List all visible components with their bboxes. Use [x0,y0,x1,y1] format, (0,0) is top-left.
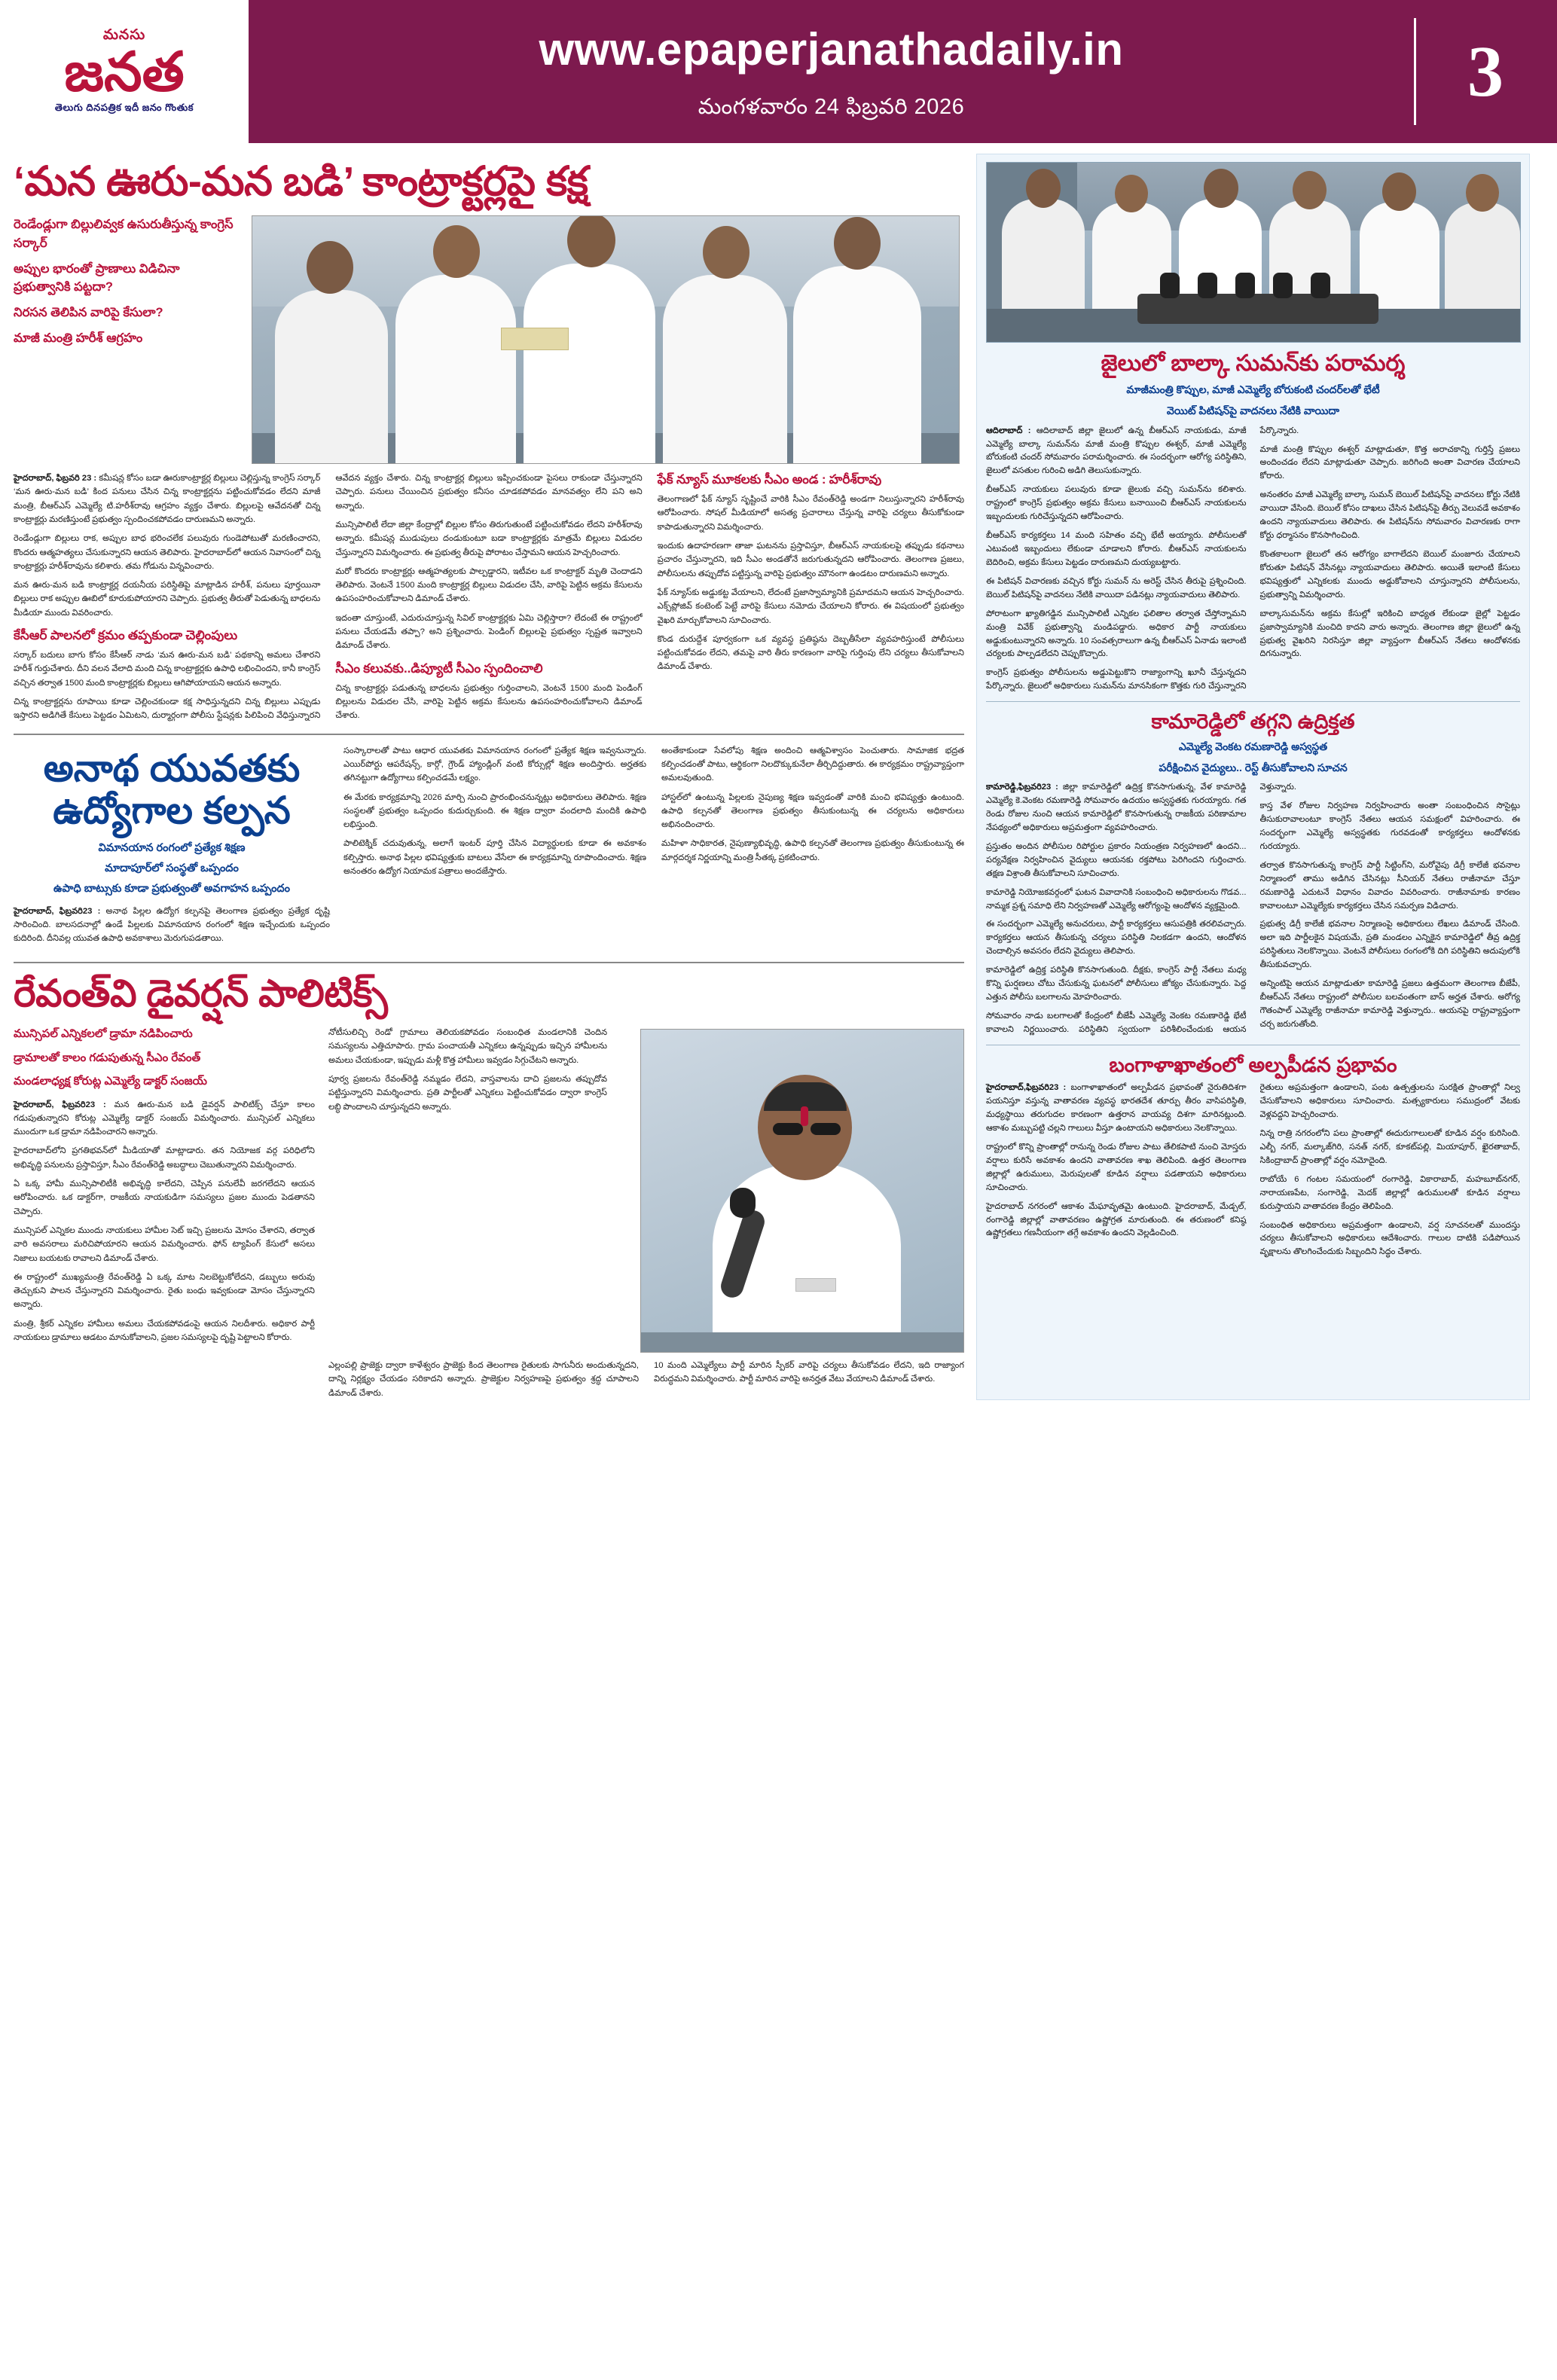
logo-top-text: మనసు [102,27,146,44]
right-column [976,154,1530,1400]
story1-minihead-1: కేసీఆర్ పాలనలో క్రమం తప్పకుండా చెల్లింపులు [14,628,238,643]
story3-para-5: ఈ రాష్ట్రంలో ముఖ్యమంత్రి రేవంత్‌రెడ్డి ఏ ఒక్క మాట నిలబెట్టుకోలేదని, డబ్బులు అరువు తెచ్చుకుని పాలన చేస్తున్నారని విమర్శించారు. రైతు బంధు ఇవ్వకుండా మోసం చేస్తున్నారని అన్నారు. [14,1272,315,1310]
story3-para-6: మంత్రి, శ్రీకర్ ఎన్నికల హామీలు అమలు చేయకపోవడంపై ఆయన నిలదీశారు. అధికార పార్టీ నాయకులు డ్రామాలు ఆడటం మానుకోవాలని, ప్రజల సమస్యలపై దృష్టి పెట్టాలని కోరారు. [14,1319,315,1343]
right-story2-para-5: కామారెడ్డిలో ఉద్రిక్త పరిస్థితి కొనసాగుతుంది. దీక్షకు, కాంగ్రెస్ పార్టీ నేతలు మధ్య కొన్ని ఘర్షణలు చోటు చేసుకున్న ఘటనలో పోలీసులు జోక్యం చేసుకున్నారు. పెద్ద ఎత్తున పోలీసు బలగాలను మోహరించారు. [986,966,1247,1002]
left-column [14,154,964,1400]
story1-para-6: మున్సిపాలిటీ లేదా జిల్లా కేంద్రాల్లో బిల్లుల కోసం తిరుగుతుంటే పట్టించుకోవడం లేదని హరీశ్‌రావు అన్నారు. కమీషన్ల ముడుపులు దండుకుంటూ బడా కాంట్రాక్టర్లకు మాత్రమే బిల్లులు విడుదల చేస్తున్నారని విమర్శించారు. ఈ ప్రభుత్వ తీరుపై పోరాటం చేస్తామని ఆయన హెచ్చరించారు. [335,520,643,557]
story1-minihead-3: ఫేక్ న్యూస్ మూకలకు సీఎం అండ : హరీశ్‌రావు [657,472,882,487]
story3-para-10: 10 మంది ఎమ్మెల్యేలు పార్టీ మారిన స్పీకర్ వారిపై చర్యలు తీసుకోవడం లేదని, ఇది రాజ్యాంగ విరుద్ధమని విమర్శించారు. పార్టీ మారిన వారిపై అనర్హత వేటు వేయాలని డిమాండ్ చేశారు. [654,1361,964,1384]
story1-col3-para-3: తెలంగాణలో ఫేక్ న్యూస్ సృష్టించే వారికి సీఎం రేవంత్‌రెడ్డి అండగా నిలుస్తున్నారని హరీశ్‌రావు ఆరోపించారు. సోషల్ మీడియాలో అసత్య ప్రచారాలు చేస్తున్న వారిపై చర్యలు తీసుకోకుండా కాపాడుతున్నారని విమర్శించారు. [657,495,964,532]
right-story3-para-1: బంగాళాఖాతంలో అల్పపీడన ప్రభావంతో నైరుతిదిశగా పయనిస్తూ వస్తున్న వాతావరణ వ్యవస్థ భారతదేశ తూర్పు తీరం వాసిపరిస్థితి, మధ్యస్థాయి తరుగుదల కారణంగా ఉత్తరాన వాయవ్య దిశగా మారినట్లుంది. ఆకాశం మబ్బుపట్టి చల్లని గాలులు వీస్తూ ఉంటాయని అధికారులు నెలకొన్నాయి. [986,1083,1247,1133]
article-bangalakhatamlo-alpapeedanam [986,1053,1520,1259]
story3-body-col1 [14,1098,315,1345]
story1-para-2: రెండేండ్లుగా బిల్లులు రాక, అప్పుల బాధ భరించలేక పలువురు గుండెపోటుతో మరణించారని, కొందరు ఆత్మహత్యలు చేసుకున్నారని ఆయన తెలిపారు. హైదరాబాద్‌లో ఆయన నివాసంలో చిన్న కాంట్రాక్టర్లు హరీశ్‌రావును కలిశారు. తమ గోడును విన్నవించారు. [14,534,321,571]
story1-para-7: మరో కొందరు కాంట్రాక్టర్లు ఆత్మహత్యలకు పాల్పడ్డారని, ఇటీవల ఒక కాంట్రాక్టర్ మృతి చెందాడని తెలిపారు. వెంటనే 1500 మంది కాంట్రాక్టర్ల బిల్లులు విడుదల చేసి, వారిపై పెట్టిన అక్రమ కేసులను ఉపసంహరించుకోవాలని డిమాండ్ చేశారు. [335,566,643,604]
right-story2-para-8: తర్వాత కొనసాగుతున్న కాంగ్రెస్ పార్టీ సిట్టింగ్‌ని, మరోవైపు డిగ్రీ కాలేజీ భవనాల నిర్మాణంలో తాము అడిగిన చేసినట్లు సీనియర్ నేతలు రాజీనామా చేస్తూ రమణారెడ్డి ఎదుటనే విధానం వివాదం వివరించారు. రాజీనామాకు కారణం కావాలంటూ ఎమ్మెల్యేకు కార్యకర్తలు చేసిన సమర్పణ విడిచారు. [1259,860,1520,911]
story1-para-4: సర్కార్ బదులు బాగు కోసం కేసీఆర్ నాడు ‘మన ఊరు-మన బడి’ పథకాన్ని అమలు చేశారని హరీశ్ గుర్తుచేశారు. దీని వలన వేలాది మంది చిన్న కాంట్రాక్టర్లకు ఉపాధి లభించిందని, కానీ కాంగ్రెస్ వచ్చిన తర్వాత 1500 మంది కాంట్రాక్టర్లకు బిల్లులు ఆగిపోయాయని ఆయన అన్నారు. [14,651,321,688]
story1-body [14,471,964,723]
right-story2-para-1: జిల్లా కామారెడ్డిలో ఉద్రిక్త కొనసాగుతున్న, వేళ కామారెడ్డి ఎమ్మెల్యే కె.వెంకట రమణారెడ్డి సోమవారం ఉదయం అస్వస్థతకు గురయ్యారు. గత రెండు రోజుల నుంచి ఆయన కామారెడ్డిలో కొనసాగుతున్న రాజకీయ పరిణామాల నేపథ్యంలో అధికారులు అప్రమత్తంగా వ్యవహరించారు. [986,783,1247,832]
story3-para-7: నోటీసులిచ్చి రెండో గ్రామాలు తెలియకపోవడం సంబంధిత మండలానికి చెందిన సమస్యలను ఎత్తిచూపారు. గ్రామ పంచాయతీ ఎన్నికలు ఉన్నప్పుడు ఇచ్చిన హామీలను అమలు చేయకుండా, ఇప్పుడు మళ్లీ కొత్త హామీలు ఇవ్వడం సిగ్గుచేటని అన్నారు. [328,1028,607,1065]
right-story1-body [986,425,1520,694]
story1-para-1: కమీషన్ల కోసం బడా ఊరుకాంట్రాక్టర్ల బిల్లులు చెల్లిస్తున్న కాంగ్రెస్ సర్కార్ ‘మన ఊరు-మన బడి’ కింద పనులు చేసిన చిన్న కాంట్రాక్టర్లను పట్టించుకోవడం లేదని మాజీ మంత్రి, బీఆర్‌ఎస్ ఎమ్మెల్యే టి.హరీశ్‌రావు ఆగ్రహం వ్యక్తం చేశారు. బిల్లులపై ఆవేదనతో చిన్న కాంట్రాక్టర్లు మరణిస్తుంటే ప్రభుత్వం స్పందించకపోవడం దారుణమని అన్నారు. [14,474,321,524]
newspaper-logo [0,0,249,143]
right-story1-headline: జైలులో బాల్కా సుమన్‌కు పరామర్శ [1101,351,1406,376]
story3-para-4: మున్సిపల్ ఎన్నికల ముందు నాయకులు హామీల సెట్ ఇచ్చి ప్రజలను మోసం చేశారని, తర్వాత వారి అవసరాలు మరిచిపోయారని ఆయన విమర్శించారు. ఫోన్ ట్యాపింగ్ కేసులో అసలు నిజాలు బయటకు రావాలని డిమాండ్ చేశారు. [14,1225,315,1263]
story3-para-3: ఏ ఒక్క హామీ మున్సిపాలిటీకి అభివృద్ధి కాలేదని, చెప్పిన పనులేవీ జరగలేదని ఆయన ఆరోపించారు. ఒక డాక్టర్‌గా, రాజకీయ నాయకుడిగా సమస్యలు ప్రజల ముందు పెడతానని చెప్పారు. [14,1179,315,1216]
story3-subhead-3: మండలాధ్యక్ష కోరుట్ల ఎమ్మెల్యే డాక్టర్ సంజయ్ [14,1075,207,1088]
right-story1-dateline: ఆదిలాబాద్ : [986,426,1031,435]
right-story1-para-4: ఈ పిటిషన్ విచారణకు వచ్చిన కోర్టు సుమన్ ను అరెస్ట్ చేసిన తీరుపై ప్రశ్నించింది. బెయిల్ పిటిషన్‌పై వాదనలు నేటికి వాయిదా పడినట్లు న్యాయవాదులు తెలిపారు. [986,576,1247,600]
story2-subhead-2: మాదాపూర్‌లో సంస్థతో ఒప్పందం [105,862,239,874]
story1-para-3: మన ఊరు-మన బడి కాంట్రాక్టర్ల దయనీయ పరిస్థితిపై మాట్లాడిన హరీశ్, పనులు పూర్తయినా బిల్లులు రాక అప్పుల ఊబిలో కూరుకుపోయారని చెప్పారు. ప్రభుత్వ తీరుతో పెడుతున్న బాధలను మీడియా ముందు వివరించారు. [14,581,321,618]
right-story1-photo [986,162,1521,343]
logo-sub-text: తెలుగు దినపత్రిక ఇదీ జనం గొంతుక [54,101,194,113]
story2-headline: అనాథ యువతకు ఉద్యోగాల కల్పన [43,746,301,831]
story1-subhead-1: రెండేండ్లుగా బిల్లులివ్వక ఉసురుతీస్తున్న కాంగ్రెస్ సర్కార్ [14,218,234,250]
page-body [0,143,1557,1400]
right-story3-headline: బంగాళాఖాతంలో అల్పపీడన ప్రభావం [1109,1053,1397,1076]
story3-subhead-2: డ్రామాలతో కాలం గడుపుతున్న సీఎం రేవంత్ [14,1051,201,1064]
right-story1-para-1: ఆదిలాబాద్ జిల్లా జైలులో ఉన్న బీఆర్‌ఎస్ నాయకుడు, మాజీ ఎమ్మెల్యే బాల్కా సుమన్‌ను మాజీ మంత్రి కొప్పుల ఈశ్వర్, మాజీ ఎమ్మెల్యే బోరుకంటి చందర్ సోమవారం పరామర్శించారు. ఈ సందర్భంగా ఆరోగ్య పరిస్థితిని, జైలులో వసతుల గురించి అడిగి తెలుసుకున్నారు. [986,426,1247,476]
right-story1-para-6: కాంగ్రెస్ ప్రభుత్వం పోలీసులను అడ్డుపెట్టుకొని రాజ్యాంగాన్ని ఖూనీ చేస్తున్నదని పేర్కొన్నారు. జైలులో అధికారులు సుమన్‌ను మానసికంగా కొత్తకు గురి చేస్తున్నారని పేర్కొన్నారు. [986,426,1299,691]
right-story3-para-3: హైదరాబాద్ నగరంలో ఆకాశం మేఘావృతమై ఉంటుంది. హైదరాబాద్, మేడ్చల్, రంగారెడ్డి జిల్లాల్లో వాతావరణం ఉష్ణోగ్రత మారుతుంది. ఈ తరుణంలో కనిష్ఠ ఉష్ణోగ్రతలు గణనీయంగా తగ్గే అవకాశం ఉందని వెల్లడించింది. [986,1201,1247,1238]
right-story2-body [986,781,1520,1037]
story3-para-8: పూర్వ ప్రజలను రేవంత్‌రెడ్డి నమ్మడం లేదని, వాస్తవాలను దాచి ప్రజలను తప్పుదోవ పట్టిస్తున్నారని విమర్శించారు. ప్రతి పార్టీలతో ఎన్నికలు పెట్టించుకోవడం ద్వారా కాంగ్రెస్ లబ్ధి పొందాలని చూస్తున్నదని అన్నారు. [328,1074,607,1112]
masthead-center [249,19,1414,125]
story1-top [14,215,964,464]
story3-para-1: మన ఊరు-మన బడి డైవర్షన్ పాలిటిక్స్ చేస్తూ కాలం గడుపుతున్నారని కోరుట్ల ఎమ్మెల్యే డాక్టర్ సంజయ్ విమర్శించారు. మున్సిపల్ ఎన్నికలు ముందుగా ఒక డ్రామా నడిపించారని అన్నారు. [14,1100,315,1137]
story1-col3-para-6: కొండ దురుద్దేశ పూర్వకంగా ఒక వ్యవస్థ ప్రతిష్ఠను దెబ్బతీసేలా వ్యవహరిస్తుంటే పోలీసులు పట్టించుకోవడం లేదని, తమపై వారి తీరు కారణంగా వారిపై గుర్తింపు లేని చర్యలు తీసుకోవాలని డిమాండ్ చేశారు. [657,634,964,672]
story3-body-col3 [328,1359,964,1400]
story2-body-rest [343,744,964,951]
right-divider-1 [986,701,1520,702]
right-story3-dateline: హైదరాబాద్,ఫిబ్రవరి23 : [986,1083,1067,1093]
story2-subhead-3: ఉపాధి బాట్సుకు కూడా ప్రభుత్వంతో అవగాహన ఒప్పందం [53,882,291,895]
right-story3-para-4: రైతులు అప్రమత్తంగా ఉండాలని, పంట ఉత్పత్తులను సురక్షిత ప్రాంతాల్లో నిల్వ చేసుకోవాలని అధికారులు సూచించారు. మత్స్యకారులు సముద్రంలో వేటకు వెళ్లవద్దని హెచ్చరించారు. [1259,1083,1520,1120]
right-story1-para-7: మాజీ మంత్రి కొప్పుల ఈశ్వర్ మాట్లాడుతూ, కొత్త అరాచకాన్ని గుర్తిస్తే ప్రజలు అందించడం లేదని మాట్లాడుతూ చెప్పారు. జరిగింది అంతా విచారణ చేయాలని కోరారు. [1259,444,1520,481]
right-story1-para-2: బీఆర్‌ఎస్ నాయకులు పలువురు కూడా జైలుకు వచ్చి సుమన్‌ను కలిశారు. రాష్ట్రంలో కాంగ్రెస్ ప్రభుత్వం అక్రమ కేసులు బనాయించి బీఆర్‌ఎస్ నాయకులను ఇబ్బందులకు గురిచేస్తున్నదని ఆరోపించారు. [986,485,1247,522]
story3-photo [640,1029,964,1353]
right-story2-para-6: సోమవారం నాడు బలగాలతో కేంద్రంలో బీజేపీ ఎమ్మెల్యే వెంకట రమణారెడ్డి భేటీ కావాలని నిర్ణయించారు. పరిస్థితిని స్వయంగా పరిశీలించేందుకు ఆయన వెళ్తున్నారు. [986,783,1296,1034]
right-story3-para-6: రాబోయే 6 గంటల సమయంలో రంగారెడ్డి, వికారాబాద్, మహబూబ్‌నగర్, నారాయణపేట, సంగారెడ్డి, మెదక్ జిల్లాల్లో ఉరుములతో కూడిన వర్షాలు కురుస్తాయని వాతావరణ కేంద్రం తెలిపింది. [1259,1174,1520,1211]
story1-dateline: హైదరాబాద్, ఫిబ్రవరి 23 : [14,474,97,484]
story2-para-3: ఈ మేరకు కార్యక్రమాన్ని 2026 మార్చి నుంచి ప్రారంభించనున్నట్లు అధికారులు తెలిపారు. శిక్షణ సంస్థలతో ప్రభుత్వం ఒప్పందం కుదుర్చుకుంది. ఈ శిక్షణ ద్వారా వందలాది మందికి ఉపాధి లభిస్తుంది. [343,792,646,830]
page-number-area [1414,0,1557,143]
story1-subhead-2: అప్పుల భారంతో ప్రాణాలు విడిచినా ప్రభుత్వానికి పట్టదా? [14,261,180,294]
story3-para-2: హైదరాబాద్‌లోని ప్రగతిభవన్‌లో మీడియాతో మాట్లాడారు. తన నియోజక వర్గ పరిధిలోని అభివృద్ధి పనులను ప్రస్తావిస్తూ, సీఎం రేవంత్‌రెడ్డి అబద్ధాలు చెబుతున్నారని విమర్శించారు. [14,1146,315,1170]
right-story1-para-3: బీఆర్‌ఎస్ కార్యకర్తలు 14 మంది సహితం వచ్చి భేటీ అయ్యారు. పోలీసులతో ఎటువంటి ఇబ్బందులు లేకుండా చూడాలని కోరారు. బీఆర్‌ఎస్ నాయకులను బెదిరించి, అక్రమ కేసులు పెట్టడం దారుణమని దుయ్యబట్టారు. [986,531,1247,567]
right-story2-subhead-2: పరీక్షించిన వైద్యులు.. రెస్ట్ తీసుకోవాలని సూచన [1159,761,1348,774]
story2-para-1: అనాథ పిల్లల ఉద్యోగ కల్పనపై తెలంగాణ ప్రభుత్వం ప్రత్యేక దృష్టి సారించింది. బాలసదనాల్లో ఉండే పిల్లలకు విమానయాన రంగంలో శిక్షణ ఇచ్చేందుకు ఒప్పందం కుదిరింది. దీనివల్ల యువత ఉపాధి అవకాశాలు మెరుగుపడతాయి. [14,906,330,944]
article-revanth-diversion-politics [14,972,964,1400]
story3-body-col2 [328,1026,607,1119]
story1-subhead-4: మాజీ మంత్రి హరీశ్ ఆగ్రహం [14,331,143,345]
right-story1-para-10: బాల్కాసుమన్‌ను అక్రమ కేసుల్లో ఇరికించి బాధ్యత లేకుండా జైల్లో పెట్టడం ప్రజాస్వామ్యానికి మంచిది కాదని వారు అన్నారు. తెలంగాణ జిల్లా జైలులో ఉన్న ప్రభుత్వ వైఖరిని నిరసిస్తూ జిల్లా వ్యాప్తంగా బీఆర్‌ఎస్ నేతలు ఆందోళనకు దిగనున్నారు. [1259,609,1520,659]
right-story2-para-7: కాస్త వేళ రోజుల నిర్వహణ నిర్వహించారు అంతా సంబంధించిన సొసైట్లు తీసుకురావాలంటూ కాంగ్రెస్ నేతలు ఆయన సమక్షంలో విహరించారు. ఈ సందర్భంగా ఎమ్మెల్యే అస్వస్థతకు గురవడంతో కార్యకర్తలు ఆందోళనకు గురయ్యారు. [1259,801,1520,851]
right-story2-para-3: కామారెడ్డి నియోజకవర్గంలో ఘటన వివాదానికి సంబంధించి అధికారులను గొడవ... నామ్మక ప్రశ్న సమాధి లేని నిర్వహణతో ఎమ్మెల్యే ఆరోగ్యంపై ఆందోళన వ్యక్తమైంది. [986,887,1247,911]
story2-para-2: సంస్కారాలతో పాటు ఆధార యువతకు విమానయాన రంగంలో ప్రత్యేక శిక్షణ ఇవ్వనున్నారు. ఎయిర్‌పోర్టు ఆపరేషన్స్, కార్గో, గ్రౌండ్ హ్యాండ్లింగ్ వంటి కోర్సుల్లో శిక్షణ అందిస్తారు. అర్హతకు తగినట్టుగా ఉద్యోగాలు కల్పించడమే లక్ష్యం. [343,746,646,783]
article-jailulo-balka-suman-paramarsha [986,162,1520,694]
story1-col3-para-2: చిన్న కాంట్రాక్టర్లు పడుతున్న బాధలను ప్రభుత్వం గుర్తించాలని, వెంటనే 1500 మంది పెండింగ్ బిల్లులను విడుదల చేసి, వారిపై పెట్టిన అక్రమ కేసులను ఉపసంహరించుకోవాలని డిమాండ్ చేశారు. [335,683,643,721]
website-url[interactable]: www.epaperjanathadaily.in [539,23,1124,75]
story2-subhead-1: విమానయాన రంగంలో ప్రత్యేక శిక్షణ [98,841,246,854]
right-story3-para-7: సంబంధిత అధికారులు అప్రమత్తంగా ఉండాలని, వర్ష సూచనలతో ముందస్తు చర్యలు తీసుకోవాలని అధికారులు ఆదేశించారు. గాలుల దాటికి పడిపోయిన వృక్షాలను తొలగించేందుకు సిబ్బందిని సిద్ధం చేశారు. [1259,1220,1520,1257]
logo-main-text: జనత [64,42,185,103]
article-kamareddylo-thaggani-udrikthatha [986,709,1520,1037]
story1-para-5: చిన్న కాంట్రాక్టర్లను రూపాయి కూడా చెల్లించకుండా కక్ష సాధిస్తున్నదని చిన్న బిల్లులు ఎప్పుడు ఇస్తారని అడిగితే కేసులు పెట్టడం ఏమిటని, దుర్మార్గంగా పోలీసు స్టేషన్లకు పిలిపించి వేధిస్తున్నారని ఆవేదన వ్యక్తం చేశారు. చిన్న కాంట్రాక్టర్ల బిల్లులు ఇప్పించకుండా పైసలు రాకుండా చేస్తున్నారని చెప్పారు. పనులు చేయించిన ప్రభుత్వం కనీసం చూడకపోవడం మానవత్వం లేని పని అని అన్నారు. [14,474,643,721]
right-story2-dateline: కామారెడ్డి,ఫిబ్రవరి23 : [986,783,1058,792]
story2-body-col1 [14,905,330,946]
right-story1-para-5: పోరాటంగా ఖ్యాతిగడ్డిన మున్సిపాలిటీ ఎన్నికల ఫలితాల తర్వాత చేస్తోన్నామని మంత్రి వివేక్ ప్రభుత్వాన్ని మండిపడ్డారు. అధికార పార్టీ నాయకులు అడ్డుకుంటున్నారని అన్నారు. 10 సంవత్సరాలుగా ఉన్న బీఆర్‌ఎస్ ఏనాడు ఇలాంటి చర్యలకు పాల్పడలేదని చెప్పుకొచ్చారు. [986,609,1247,659]
story1-subhead-3: నిరసన తెలిపిన వారిపై కేసులా? [14,306,163,320]
story1-minihead-2: సీఎం కలువకు..డిప్యూటీ సీఎం స్పందించాలి [335,661,543,676]
right-story1-subhead-2: వెయిట్ పిటిషన్‌పై వాదనలు నేటికి వాయిదా [1166,404,1340,417]
article-anadha-yuvathaku-udyogala-kalpana [14,744,964,951]
right-story3-para-5: నిన్న రాత్రి నగరంలోని పలు ప్రాంతాల్లో ఈదురుగాలులతో కూడిన వర్షం కురిసింది. ఎల్బీ నగర్, మల్కాజ్‌గిరి, సనత్ నగర్, కూకట్‌పల్లి, మియాపూర్, ఖైరతాబాద్, సికింద్రాబాద్ ప్రాంతాల్లో వర్షం నమోదైంది. [1259,1129,1520,1165]
right-story2-para-4: ఈ సందర్భంగా ఎమ్మెల్యే అనుచరులు, పార్టీ కార్యకర్తలు ఆసుపత్రికి తరలివచ్చారు. కార్యకర్తలు ఆయన తీసుకున్న చర్యలు పరిస్థితి నిలకడగా ఉందని, ఆందోళన చెందాల్సిన అవసరం లేదని వైద్యులు తెలిపారు. [986,920,1247,957]
story3-headline: రేవంత్‌వి డైవర్షన్ పాలిటిక్స్ [14,972,388,1015]
right-story2-para-9: ప్రభుత్వ డిగ్రీ కాలేజీ భవనాల నిర్మాణంపై అధికారులు లేఖలు డిమాండ్ చేసింది. అలా ఇది పార్టీలకైన విషయమే, ప్రతి మండలం ఎన్నికైన కామారెడ్డిలో తీవ్ర ఉద్రిక్త పరిస్థితులు నెలకొన్నాయి. వెంటనే పోలీసులు రంగంలోకి దిగి పరిస్థితిని అదుపులోకి తీసుకువచ్చారు. [1259,920,1520,970]
article-mana-ooru-mana-badi [14,158,964,723]
right-story1-subhead-1: మాజీమంత్రి కొప్పుల, మాజీ ఎమ్మెల్యే బోరుకంటి చందర్‌లతో భేటీ [1126,383,1380,395]
story1-col3-para-4: ఇందుకు ఉదాహరణగా తాజా ఘటనను ప్రస్తావిస్తూ, బీఆర్‌ఎస్ నాయకులపై తప్పుడు కథనాలు ప్రచారం చేస్తున్నారని, ఇది సీఎం అండతోనే జరుగుతున్నదని ఆరోపించారు. తెలంగాణ ప్రజలు, పోలీసులను తప్పుదోవ పట్టిస్తున్న వారిపై ప్రభుత్వం మౌనంగా ఉండటం దారుణమని అన్నారు. [657,542,964,578]
story2-para-5: అంతేకాకుండా సేవలోపు శిక్షణ అందించి ఆత్మవిశ్వాసం పెంచుతారు. సామాజిక భద్రత కల్పించడంతో పాటు, ఆర్థికంగా నిలదొక్కుకునేలా తీర్చిదిద్దుతారు. ఈ కార్యక్రమం రాష్ట్రవ్యాప్తంగా అమలవుతుంది. [661,746,964,783]
story3-dateline: హైదరాబాద్, ఫిబ్రవరి23 : [14,1100,106,1109]
right-story2-para-10: అన్నింటిపై ఆయన మాట్లాడుతూ కామారెడ్డి ప్రజలు ఉత్తమంగా తెలంగాణ బీజేపీ, బీఆర్‌ఎస్ నేతలు రాష్ట్రంలో పోలీసుల బలవంతంగా బాస్ అర్హత చేశారు. అరోగ్య గౌతంపాల్ ఎమ్మెల్యే రాజీనామా కామారెడ్డి వెళ్తున్నారు.. ఆయనపై రాష్ట్రవ్యాప్తంగా చర్చ జరుగుతోంది. [1259,979,1520,1029]
right-story2-headline: కామారెడ్డిలో తగ్గని ఉద్రిక్తత [1151,710,1355,734]
right-story3-body [986,1082,1520,1259]
divider-1 [14,734,964,735]
story2-para-6: హాస్టల్‌లో ఉంటున్న పిల్లలకు నైపుణ్య శిక్షణ ఇవ్వడంతో వారికి మంచి భవిష్యత్తు ఉంటుంది. ఉపాధి కల్పనతో తెలంగాణ ప్రభుత్వం తీసుకుంటున్న ఈ చర్యలను అధికారులు అభినందించారు. [661,792,964,830]
right-story1-para-9: కొంతకాలంగా జైలులో తన ఆరోగ్యం బాగాలేదని బెయిల్ మంజూరు చేయాలని కోరుతూ పిటిషన్ వేసినట్లు న్యాయవాదులు తెలిపారు. అయితే ఇలాంటి కేసులు భవిష్యత్తులో ఎన్నికలకు ముందు అడ్డుకోవాలని చూస్తున్నారని పోలీసులను, ప్రభుత్వాన్ని విమర్శించారు. [1259,549,1520,600]
story1-col3-para-1: ఇదంతా చూస్తుంటే, ఎదురుచూస్తున్న సివిల్ కాంట్రాక్టర్లకు ఏమి చెల్లిస్తారా? లేదంటే ఈ రాష్ట్రంలో పనులు చేయడమే తప్పా? అని ప్రశ్నించారు. పెండింగ్ బిల్లులపై ప్రభుత్వం స్పష్టత ఇవ్వాలని డిమాండ్ చేశారు. [335,613,643,651]
story3-subhead-1: మున్సిపల్ ఎన్నికలలో డ్రామా నడిపించారు [14,1027,193,1041]
story2-para-7: మహిళా సాధికారత, నైపుణ్యాభివృద్ధి, ఉపాధి కల్పనతో తెలంగాణ ప్రభుత్వం తీసుకుంటున్న ఈ మార్గదర్శక నిర్ణయాన్ని మంత్రి సీతక్క ప్రకటించారు. [661,839,964,862]
story3-para-9: ఎల్లంపల్లి ప్రాజెక్టు ద్వారా కాళేశ్వరం ప్రాజెక్టు కింద తెలంగాణ రైతులకు సాగునీరు అందుతున్నదని, దాన్ని నిర్లక్ష్యం చేయడం సరికాదని అన్నారు. ప్రాజెక్టుల నిర్వహణపై ప్రభుత్వం శ్రద్ధ చూపాలని డిమాండ్ చేశారు. [328,1361,639,1398]
right-story2-para-2: ప్రస్తుతం అందిన పోలీసుల రిపోర్టుల ప్రకారం నియంత్రణ నిర్వహణలో ఉందని... పర్యవేక్షణ నిర్వహించిన వైద్యులు ఆయనకు రక్తపోటు పెరిగిందని గుర్తించారు. తక్షణ విశ్రాంతి తీసుకోవాలని సూచించారు. [986,841,1247,878]
masthead-divider [1414,18,1416,125]
edition-date: మంగళవారం 24 ఫిబ్రవరి 2026 [698,94,965,119]
story2-dateline: హైదరాబాద్, ఫిబ్రవరి23 : [14,906,101,916]
right-story1-para-8: అనంతరం మాజీ ఎమ్మెల్యే బాల్కా సుమన్ బెయిల్ పిటిషన్‌పై వాదనలు కోర్టు నేటికి వాయిదా వేసింది. బెయిల్ కోసం దాఖలు చేసిన పిటిషన్‌పై తీర్పు వెలువడే అవకాశం ఉందని న్యాయవాదులు తెలిపారు. ఈ పిటిషన్‌ను సోమవారం విచారణకు రాగా కోర్టు ధర్మాసనం కొనసాగించింది. [1259,490,1520,541]
story1-subheads [14,215,240,464]
story1-photo [252,215,960,464]
page-number: 3 [1467,31,1504,111]
story1-col3-para-5: ఫేక్ న్యూస్‌కు అడ్డుకట్ట వేయాలని, లేదంటే ప్రజాస్వామ్యానికి ప్రమాదమని ఆయన హెచ్చరించారు. ఎక్స్‌ప్లోజివ్ కంటెంట్ పెట్టే వారిపై కేసులు నమోదు చేయాలని కోరారు. ఈ విషయంలో ప్రభుత్వం వైఖరి మార్చుకోవాలని సూచించారు. [657,587,964,625]
masthead [0,0,1557,143]
story1-headline: ‘మన ఊరు-మన బడి’ కాంట్రాక్టర్లపై కక్ష [14,159,588,204]
divider-2 [14,962,964,963]
right-story2-subhead-1: ఎమ్మెల్యే వెంకట రమణారెడ్డి అస్వస్థత [1178,740,1328,752]
story2-para-4: పాలిటెక్నిక్ చదువుతున్న, అలాగే ఇంటర్ పూర్తి చేసిన విద్యార్థులకు కూడా ఈ అవకాశం కల్పిస్తారు. అనాథ పిల్లల భవిష్యత్తుకు బాటలు వేసేలా ఈ కార్యక్రమాన్ని రూపొందించారు. శిక్షణ అనంతరం ఉద్యోగ నియామక పత్రాలు అందజేస్తారు. [343,839,646,877]
right-story3-para-2: రాష్ట్రంలో కొన్ని ప్రాంతాల్లో రానున్న రెండు రోజుల పాటు తేలికపాటి నుంచి మోస్తరు వర్షాలు కురిసే అవకాశం ఉందని వాతావరణ శాఖ తెలిపింది. ఉత్తర తెలంగాణ జిల్లాల్లో ఉరుములు, మెరుపులతో కూడిన వర్షాలు పడతాయని అధికారులు సూచించారు. [986,1142,1247,1192]
